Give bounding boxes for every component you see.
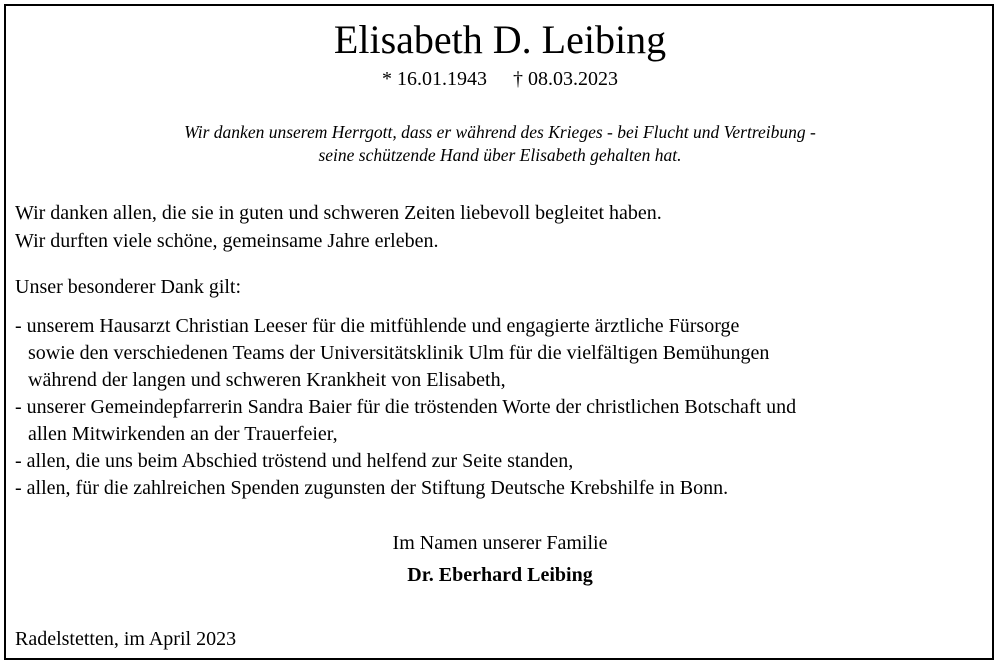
death-date: † 08.03.2023 bbox=[513, 68, 618, 90]
signature-name: Dr. Eberhard Leibing bbox=[407, 564, 593, 586]
motto-line: Wir danken unserem Herrgott, dass er während des Krieges - bei Flucht und Vertreibung - bbox=[184, 122, 816, 142]
deceased-name: Elisabeth D. Leibing bbox=[333, 17, 667, 62]
thanks-list-line: allen Mitwirkenden an der Trauerfeier, bbox=[28, 423, 338, 445]
thanks-intro-line: Wir durften viele schöne, gemeinsame Jahre erleben. bbox=[15, 230, 439, 252]
special-thanks-heading: Unser besonderer Dank gilt: bbox=[15, 276, 242, 298]
thanks-intro-line: Wir danken allen, die sie in guten und schweren Zeiten liebevoll begleitet haben. bbox=[15, 202, 662, 224]
birth-date: * 16.01.1943 bbox=[382, 68, 487, 90]
thanks-list-line: - allen, die uns beim Abschied tröstend und helfend zur Seite standen, bbox=[15, 450, 574, 472]
thanks-list-line: - unserer Gemeindepfarrerin Sandra Baier für die tröstenden Worte der christlichen Botschaft und bbox=[15, 396, 797, 418]
thanks-list-line: sowie den verschiedenen Teams der Universitätsklinik Ulm für die vielfältigen Bemühungen bbox=[28, 342, 770, 364]
motto-line: seine schützende Hand über Elisabeth gehalten hat. bbox=[318, 145, 682, 165]
thanks-list-line: - allen, für die zahlreichen Spenden zugunsten der Stiftung Deutsche Krebshilfe in Bonn. bbox=[15, 477, 729, 499]
place-date: Radelstetten, im April 2023 bbox=[15, 628, 237, 650]
thanks-list-line: - unserem Hausarzt Christian Leeser für die mitfühlende und engagierte ärztliche Fürsorge bbox=[15, 315, 740, 337]
signature-intro: Im Namen unserer Familie bbox=[392, 532, 608, 554]
life-dates bbox=[0, 66, 1000, 92]
thanks-list-line: während der langen und schweren Krankheit von Elisabeth, bbox=[28, 369, 506, 391]
